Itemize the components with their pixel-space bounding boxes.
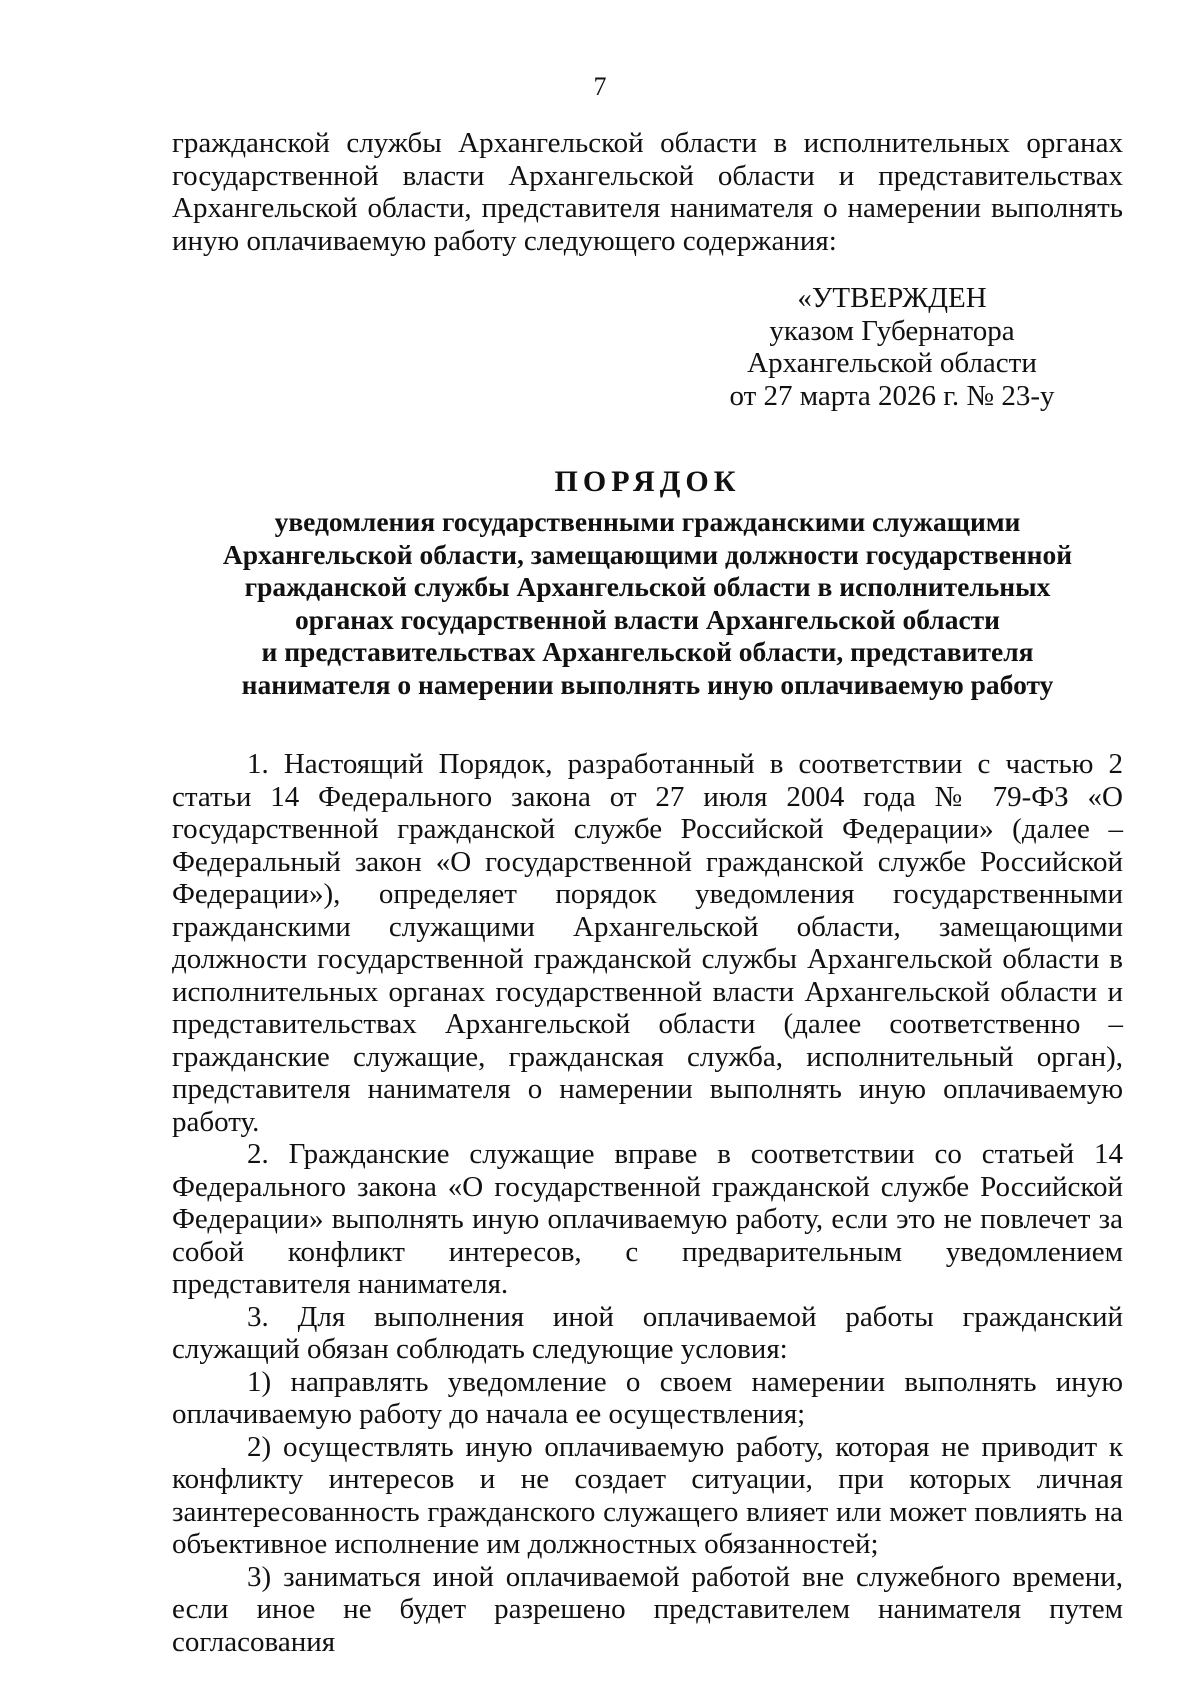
subtitle-line: гражданской службы Архангельской области в исполнительных — [244, 571, 1051, 602]
subitem-3: 3) заниматься иной оплачиваемой работой вне служебного времени, если иное не будет разрешено представителем нанимателя путем согласования — [172, 1560, 1123, 1658]
subtitle-line: Архангельской области, замещающими должности государственной — [222, 538, 1073, 570]
approval-line-approved: «УТВЕРЖДЕН — [797, 282, 987, 314]
page-number: 7 — [593, 72, 607, 101]
approval-line-region: Архангельской области — [747, 347, 1037, 379]
approval-stamp — [172, 282, 1057, 412]
document-body — [172, 748, 1123, 1658]
subtitle-line: органах государственной власти Архангельской области — [294, 603, 1001, 635]
approval-line-date: от 27 марта 2026 г. № 23-у — [729, 379, 1055, 412]
subitem-1: 1) направлять уведомление о своем намерении выполнять иную оплачиваемую работу до начала ее осуществления; — [172, 1365, 1123, 1430]
document-title: ПОРЯДОК — [554, 465, 741, 498]
subtitle-line: и представительствах Архангельской области, представителя — [261, 636, 1034, 667]
document-content — [172, 127, 1123, 1658]
document-subtitle — [172, 506, 1123, 701]
subitem-2: 2) осуществлять иную оплачиваемую работу, которая не приводит к конфликту интересов и не создает ситуации, при которых личная заинтересованность гражданского служащего влияет или может повлиять на объективное исполнение им должностных обязанностей; — [172, 1430, 1123, 1560]
approval-line-decree: указом Губернатора — [769, 314, 1015, 347]
subtitle-line: нанимателя о намерении выполнять иную оплачиваемую работу — [241, 668, 1054, 700]
paragraph-2: 2. Гражданские служащие вправе в соответствии со статьей 14 Федерального закона «О государственной гражданской службе Российской Федерации» выполнять иную оплачиваемую работу, если это не повлечет за собой конфликт интересов, с предварительным уведомлением представителя нанимателя. — [172, 1138, 1123, 1300]
paragraph-3: 3. Для выполнения иной оплачиваемой работы гражданский служащий обязан соблюдать следующие условия: — [172, 1300, 1123, 1365]
intro-paragraph: гражданской службы Архангельской области в исполнительных органах государственной власти Архангельской области и представительствах Архангельской области, представителя нанимателя о намерении выполнять иную оплачиваемую работу следующего содержания: — [172, 127, 1123, 257]
paragraph-1: 1. Настоящий Порядок, разработанный в соответствии с частью 2 статьи 14 Федерального закона от 27 июля 2004 года № 79-ФЗ «О государственной гражданской службе Российской Федерации» (далее – Федеральный закон «О государственной гражданской службе Российской Федерации»), определяет порядок уведомления государственными гражданскими служащими Архангельской области, замещающими должности государственной гражданской службы Архангельской области в исполнительных органах государственной власти Архангельской области и представительствах Архангельской области (далее соответственно – гражданские служащие, гражданская служба, исполнительный орган), представителя нанимателя о намерении выполнять иную оплачиваемую работу. — [172, 748, 1123, 1138]
subtitle-line: уведомления государственными гражданскими служащими — [274, 506, 1021, 537]
